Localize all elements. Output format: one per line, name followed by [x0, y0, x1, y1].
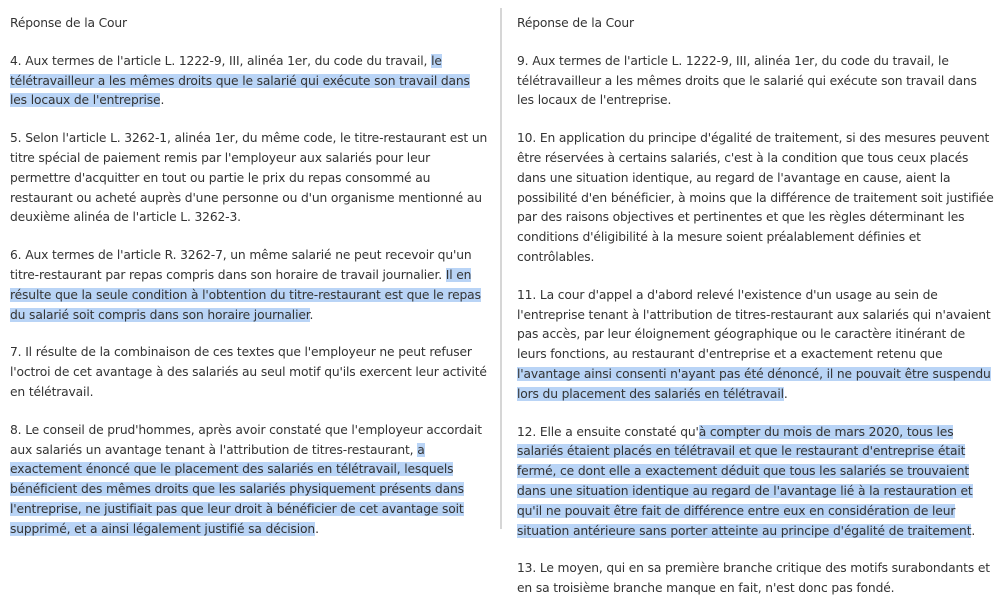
paragraph-10: [517, 129, 996, 268]
paragraph-text: .: [315, 521, 319, 536]
paragraph-13: [517, 559, 996, 599]
paragraph-9: [517, 52, 996, 111]
column-divider: [500, 8, 502, 529]
paragraph-11: [517, 286, 996, 405]
paragraph-text: .: [971, 523, 976, 538]
right-heading: Réponse de la Cour: [517, 16, 634, 30]
highlighted-text: Il en résulte que la seule condition à l'obtention du titre-restaurant est que le repas du salarié soit compris dans son horaire journalier: [10, 267, 481, 322]
paragraph-text: 12. Elle a ensuite constaté qu': [517, 424, 699, 439]
paragraph-text: 10. En application du principe d'égalité de traitement, si des mesures peuvent être réservées à certains salariés, c'est à la condition que tous ceux placés dans une situation identique, au regard de l'avantage en cause, aient la possibilité d'en bénéficier, à moins que la différence de traitement soit justifiée par des raisons objectives et pertinentes et que les règles déterminant les conditions d'éligibilité à la mesure soient préalablement définies et contrôlables.: [517, 131, 994, 264]
left-heading: Réponse de la Cour: [10, 16, 127, 30]
paragraph-5: [10, 129, 490, 228]
paragraph-text: .: [309, 307, 314, 322]
paragraph-text: 8. Le conseil de prud'hommes, après avoir constaté que l'employeur accordait aux salariés un avantage tenant à l'attribution de titres-restaurant,: [10, 422, 482, 457]
paragraph-7: [10, 343, 490, 402]
paragraph-6: [10, 246, 490, 325]
left-column: [0, 0, 500, 536]
right-column: [508, 0, 1000, 596]
highlighted-text: a exactement énoncé que le placement des salariés en télétravail, lesquels bénéficient des mêmes droits que les salariés physiquement présents dans l'entreprise, ne justifiait pas que leur droit à bénéficier de cet avantage soit supprimé, et a ainsi légalement justifié sa décision: [10, 442, 464, 536]
paragraph-text: 9. Aux termes de l'article L. 1222-9, III, alinéa 1er, du code du travail, le télétravailleur a les mêmes droits que le salarié qui exécute son travail dans les locaux de l'entreprise.: [517, 53, 977, 108]
paragraph-text: .: [160, 93, 165, 108]
paragraph-text: 6. Aux termes de l'article R. 3262-7, un même salarié ne peut recevoir qu'un titre-restaurant par repas compris dans son horaire de travail journalier.: [10, 248, 472, 282]
paragraph-text: 5. Selon l'article L. 3262-1, alinéa 1er, du même code, le titre-restaurant est un titre spécial de paiement remis par l'employeur aux salariés pour leur permettre d'acquitter en tout ou partie le prix du repas consommé au restaurant ou acheté auprès d'une personne ou d'un organisme mentionné au deuxième alinéa de l'article L. 3262-3.: [10, 131, 488, 225]
paragraph-text: 4. Aux termes de l'article L. 1222-9, III, alinéa 1er, du code du travail,: [10, 53, 432, 68]
paragraph-12: [517, 423, 996, 542]
paragraph-text: 13. Le moyen, qui en sa première branche critique des motifs surabondants et en sa troisième branche manque en fait, n'est donc pas fondé.: [517, 561, 990, 596]
highlighted-text: l'avantage ainsi consenti n'ayant pas été dénoncé, il ne pouvait être suspendu lors du placement des salariés en télétravail: [517, 366, 991, 401]
paragraph-text: 7. Il résulte de la combinaison de ces textes que l'employeur ne peut refuser l'octroi de cet avantage à des salariés au seul motif qu'ils exercent leur activité en télétravail.: [10, 345, 487, 399]
paragraph-text: 11. La cour d'appel a d'abord relevé l'existence d'un usage au sein de l'entreprise tenant à l'attribution de titres-restaurant aux salariés qui n'avaient pas accès, par leur éloignement géographique ou le caractère itinérant de leurs fonctions, au restaurant d'entreprise et a exactement retenu que: [517, 287, 991, 362]
highlighted-text: à compter du mois de mars 2020, tous les salariés étaient placés en télétravail et que le restaurant d'entreprise était fermé, ce dont elle a exactement déduit que tous les salariés se trouvaient dans une situation identique au regard de l'avantage lié à la restauration et qu'il ne pouvait être fait de différence entre eux en considération de leur situation antérieure sans porter atteinte au principe d'égalité de traitement: [517, 424, 973, 538]
paragraph-4: [10, 52, 490, 111]
highlighted-text: le télétravailleur a les mêmes droits que le salarié qui exécute son travail dans les locaux de l'entreprise: [10, 53, 470, 108]
paragraph-text: .: [783, 386, 788, 401]
paragraph-8: [10, 421, 490, 540]
